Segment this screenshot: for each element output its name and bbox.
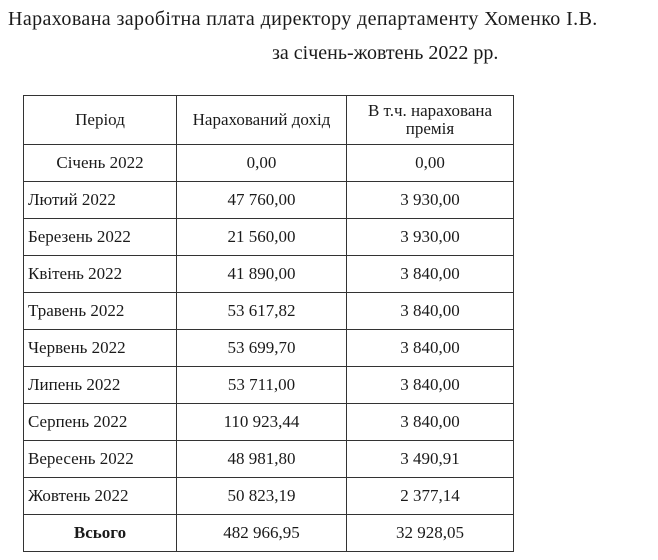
row-bonus: 3 930,00 xyxy=(346,182,513,219)
table-row xyxy=(24,182,514,219)
total-income: 482 966,95 xyxy=(177,515,347,552)
header-period: Період xyxy=(24,96,177,145)
table-row xyxy=(24,293,514,330)
row-bonus: 3 840,00 xyxy=(346,404,513,441)
total-row xyxy=(24,515,514,552)
table-row xyxy=(24,441,514,478)
table-row xyxy=(24,404,514,441)
row-income: 50 823,19 xyxy=(177,478,347,515)
table-row xyxy=(24,478,514,515)
header-bonus: В т.ч. нарахована премія xyxy=(346,96,513,145)
table-row xyxy=(24,145,514,182)
row-period: Серпень 2022 xyxy=(24,404,177,441)
table-row xyxy=(24,219,514,256)
row-income: 41 890,00 xyxy=(177,256,347,293)
total-label: Всього xyxy=(24,515,177,552)
row-income: 53 617,82 xyxy=(177,293,347,330)
document-title: Нарахована заробітна плата директору департаменту Хоменко І.В. xyxy=(8,8,598,30)
row-income: 48 981,80 xyxy=(177,441,347,478)
row-period: Вересень 2022 xyxy=(24,441,177,478)
row-bonus: 3 930,00 xyxy=(346,219,513,256)
row-bonus: 3 490,91 xyxy=(346,441,513,478)
row-bonus: 3 840,00 xyxy=(346,293,513,330)
row-bonus: 3 840,00 xyxy=(346,256,513,293)
table-row xyxy=(24,367,514,404)
table-header-row xyxy=(24,96,514,145)
row-bonus: 3 840,00 xyxy=(346,330,513,367)
row-bonus: 2 377,14 xyxy=(346,478,513,515)
row-income: 47 760,00 xyxy=(177,182,347,219)
row-income: 21 560,00 xyxy=(177,219,347,256)
row-period: Червень 2022 xyxy=(24,330,177,367)
row-income: 53 699,70 xyxy=(177,330,347,367)
row-period: Квітень 2022 xyxy=(24,256,177,293)
table-row xyxy=(24,330,514,367)
row-period: Травень 2022 xyxy=(24,293,177,330)
document-subtitle: за січень-жовтень 2022 рр. xyxy=(272,42,499,64)
row-period: Жовтень 2022 xyxy=(24,478,177,515)
row-period: Січень 2022 xyxy=(24,145,177,182)
salary-table xyxy=(23,95,514,552)
row-income: 53 711,00 xyxy=(177,367,347,404)
table-row xyxy=(24,256,514,293)
total-bonus: 32 928,05 xyxy=(346,515,513,552)
row-income: 110 923,44 xyxy=(177,404,347,441)
header-income: Нарахований дохід xyxy=(177,96,347,145)
row-period: Березень 2022 xyxy=(24,219,177,256)
row-period: Лютий 2022 xyxy=(24,182,177,219)
row-period: Липень 2022 xyxy=(24,367,177,404)
row-bonus: 0,00 xyxy=(346,145,513,182)
row-bonus: 3 840,00 xyxy=(346,367,513,404)
row-income: 0,00 xyxy=(177,145,347,182)
